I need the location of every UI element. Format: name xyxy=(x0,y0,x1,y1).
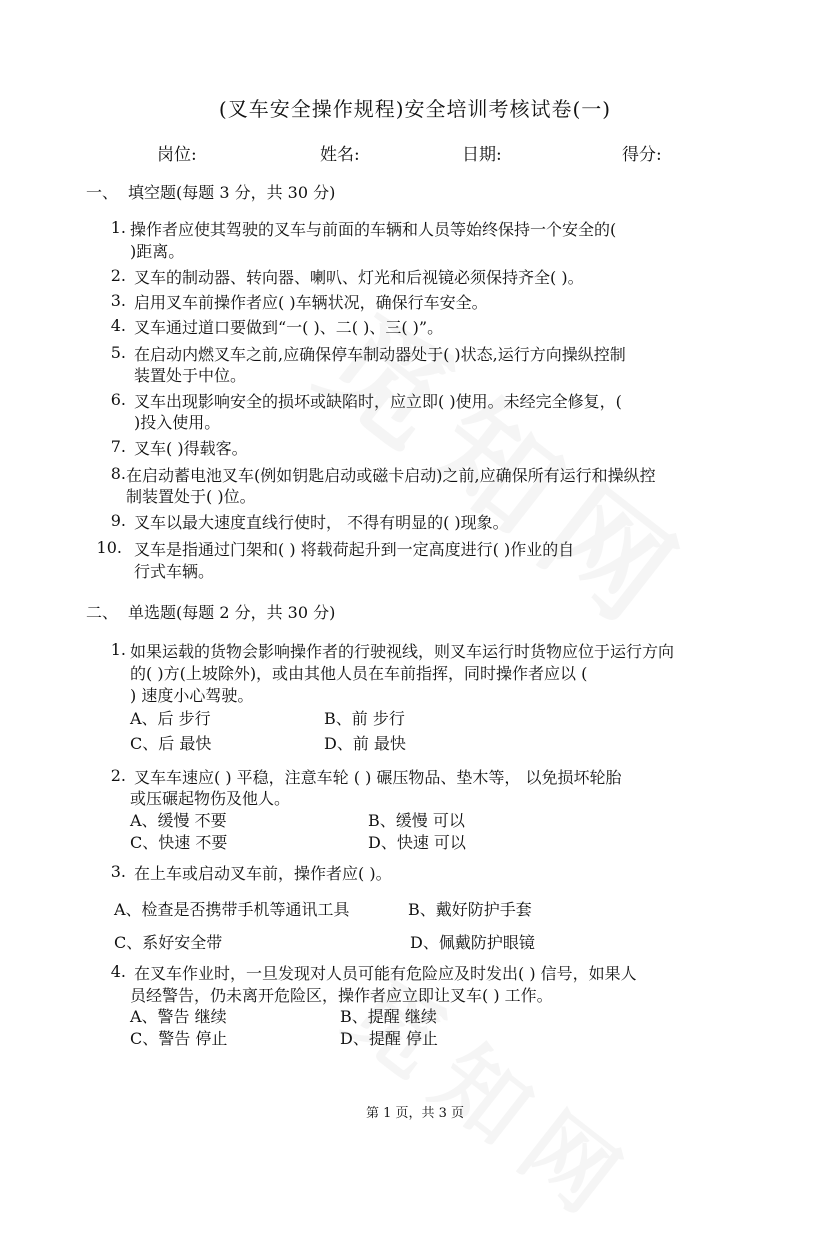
question-text: 操作者应使其驾驶的叉车与前面的车辆和人员等始终保持一个安全的( xyxy=(130,220,617,239)
question-text: )距离。 xyxy=(130,242,185,261)
question-text: 在叉车作业时，一旦发现对人员可能有危险应及时发出( ) 信号，如果人 xyxy=(134,964,637,983)
question-text: 员经警告，仍未离开危险区，操作者应立即让叉车( ) 工作。 xyxy=(130,986,553,1005)
question-text: 叉车出现影响安全的损坏或缺陷时，应立即( )使用。未经完全修复，( xyxy=(134,392,622,411)
date-field-label: 日期: xyxy=(462,145,502,165)
page-number-footer: 第 1 页，共 3 页 xyxy=(365,1106,465,1121)
option-b[interactable]: B、戴好防护手套 xyxy=(408,900,532,919)
question-text: )投入使用。 xyxy=(134,413,221,432)
question-text: 叉车以最大速度直线行使时， 不得有明显的( )现象。 xyxy=(134,513,509,532)
question-number: 2. xyxy=(110,266,126,285)
question-text: 在上车或启动叉车前，操作者应( )。 xyxy=(134,864,392,883)
question-text: 如果运载的货物会影响操作者的行驶视线，则叉车运行时货物应位于运行方向 xyxy=(130,642,675,661)
option-c[interactable]: C、快速 不要 xyxy=(130,833,228,852)
question-text: 叉车的制动器、转向器、喇叭、灯光和后视镜必须保持齐全( )。 xyxy=(134,268,584,287)
question-number: 3. xyxy=(110,862,126,881)
name-field-label: 姓名: xyxy=(320,145,360,165)
option-d[interactable]: D、佩戴防护眼镜 xyxy=(410,933,535,952)
score-field-label: 得分: xyxy=(622,145,662,165)
question-number: 1. xyxy=(110,218,126,237)
section-title: 填空题(每题 3 分，共 30 分) xyxy=(128,183,336,202)
question-text: 叉车车速应( ) 平稳，注意车轮 ( ) 碾压物品、垫木等， 以免损坏轮胎 xyxy=(134,768,622,787)
question-text: 在启动内燃叉车之前,应确保停车制动器处于( )状态,运行方向操纵控制 xyxy=(134,345,626,364)
question-text: 装置处于中位。 xyxy=(134,366,247,385)
question-text: 的( )方(上坡除外)，或由其他人员在车前指挥，同时操作者应以 ( xyxy=(130,664,588,683)
question-text: ) 速度小心驾驶。 xyxy=(130,686,254,705)
question-number: 4. xyxy=(110,316,126,335)
option-c[interactable]: C、警告 停止 xyxy=(130,1029,228,1048)
option-d[interactable]: D、提醒 停止 xyxy=(340,1029,438,1048)
question-text: 叉车通过道口要做到“一( )、二( )、三( )”。 xyxy=(134,318,444,337)
option-a[interactable]: A、警告 继续 xyxy=(130,1007,227,1026)
option-b[interactable]: B、前 步行 xyxy=(324,709,405,728)
option-d[interactable]: D、前 最快 xyxy=(324,734,406,753)
option-c[interactable]: C、后 最快 xyxy=(130,734,212,753)
question-number: 3. xyxy=(110,291,126,310)
question-number: 10. xyxy=(96,538,122,557)
section-heading-single-choice xyxy=(86,600,335,623)
question-text: 叉车是指通过门架和( ) 将载荷起升到一定高度进行( )作业的自 xyxy=(134,540,575,559)
option-a[interactable]: A、缓慢 不要 xyxy=(130,811,227,830)
question-text: 在启动蓄电池叉车(例如钥匙启动或磁卡启动)之前,应确保所有运行和操纵控 xyxy=(126,466,656,485)
question-text: 启用叉车前操作者应( )车辆状况，确保行车安全。 xyxy=(134,293,488,312)
question-number: 2. xyxy=(110,766,126,785)
question-text: 或压碾起物伤及他人。 xyxy=(130,789,291,808)
section-number: 二、 xyxy=(86,603,119,622)
option-b[interactable]: B、缓慢 可以 xyxy=(368,811,465,830)
option-d[interactable]: D、快速 可以 xyxy=(368,833,466,852)
question-text: 制装置处于( )位。 xyxy=(126,487,256,506)
section-number: 一、 xyxy=(86,183,119,202)
option-b[interactable]: B、提醒 继续 xyxy=(340,1007,437,1026)
page-title: (叉车安全操作规程)安全培训考核试卷(一) xyxy=(218,97,612,121)
question-number: 4. xyxy=(110,962,126,981)
question-number: 8. xyxy=(110,464,126,483)
question-text: 叉车( )得载客。 xyxy=(134,439,248,458)
section-title: 单选题(每题 2 分，共 30 分) xyxy=(128,603,336,622)
option-a[interactable]: A、后 步行 xyxy=(130,709,211,728)
section-heading-fill-blank xyxy=(86,180,335,203)
option-a[interactable]: A、检查是否携带手机等通讯工具 xyxy=(114,900,350,919)
question-number: 7. xyxy=(110,437,126,456)
post-field-label: 岗位: xyxy=(157,145,197,165)
question-text: 行式车辆。 xyxy=(134,562,215,581)
question-number: 6. xyxy=(110,390,126,409)
question-number: 1. xyxy=(110,640,126,659)
question-number: 5. xyxy=(110,343,126,362)
option-c[interactable]: C、系好安全带 xyxy=(114,933,223,952)
question-number: 9. xyxy=(110,511,126,530)
